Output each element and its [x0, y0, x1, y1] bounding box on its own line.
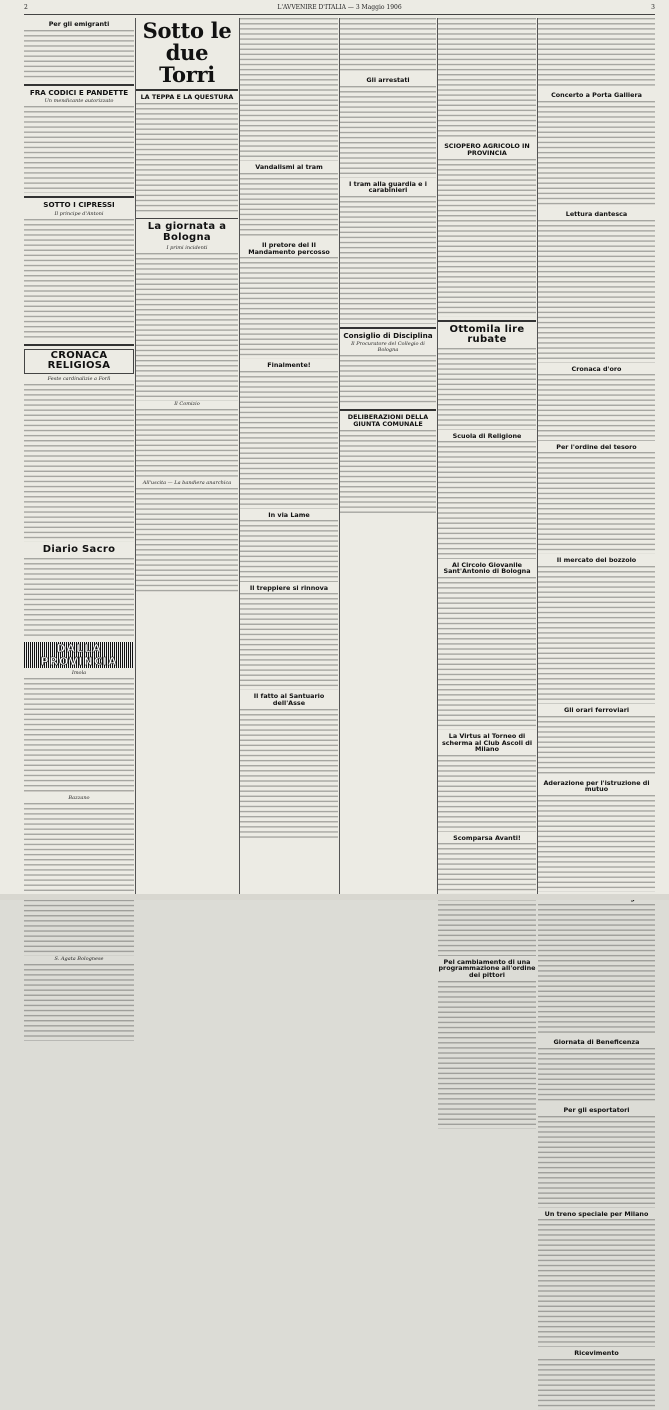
- body-text: [240, 593, 338, 690]
- body-text: [438, 441, 536, 558]
- subhead-imola: Imola: [71, 670, 87, 677]
- subhead-feste: Feste cardinalizie a Forlì: [47, 375, 111, 382]
- headline-cipressi: SOTTO I CIPRESSI: [43, 199, 115, 209]
- column-1: [24, 18, 134, 963]
- headline-via-lame: In via Lame: [268, 510, 310, 519]
- body-text: [538, 220, 655, 363]
- body-text: [538, 452, 655, 554]
- divider: [24, 344, 134, 346]
- body-text: [24, 384, 134, 542]
- headline-orari-ferroviari: Gli orari ferroviari: [563, 705, 630, 714]
- body-text: [340, 355, 436, 406]
- body-text: [240, 173, 338, 239]
- page-header: [24, 4, 655, 15]
- body-text: [24, 678, 134, 795]
- body-text: [438, 755, 536, 832]
- body-text: [538, 566, 655, 704]
- headline-emigranti: Per gli emigranti: [48, 20, 110, 28]
- body-text: [240, 257, 338, 359]
- subhead-principe: Il principe d'Antoni: [54, 210, 104, 217]
- headline-circolo-giovanile: Al Circolo Giovanile Sant'Antonio di Bologna: [443, 560, 531, 576]
- body-text: [538, 18, 655, 89]
- headline-pretore: Il pretore del II Mandamento percosso: [248, 240, 330, 256]
- headline-lettura-dantesca: Lettura dantesca: [565, 210, 628, 219]
- divider: [136, 89, 238, 91]
- divider: [24, 196, 134, 198]
- body-text: [240, 371, 338, 509]
- headline-santuario: Il fatto al Santuario dell'Asse: [253, 692, 325, 707]
- body-text: [24, 803, 134, 956]
- body-text: [24, 106, 134, 193]
- headline-scuola-religione: Scuola di Religione: [452, 431, 522, 440]
- headline-istruzione-mutuo: Aderazione per l'istruzione di mutuo: [543, 778, 650, 794]
- body-text: [340, 430, 436, 517]
- divider: [438, 320, 536, 322]
- headline-vandalismi: Vandalismi al tram: [255, 162, 323, 171]
- headline-programmazione: Pel cambiamento di una programmazione all'ordine dei pittori: [438, 957, 536, 979]
- headline-arrestati: Gli arrestati: [366, 76, 410, 85]
- header-masthead: L'AVVENIRE D'ITALIA — 3 Maggio 1906: [277, 4, 402, 11]
- body-text: [24, 558, 134, 640]
- headline-concerto: Concerto a Porta Galliera: [551, 91, 642, 100]
- headline-sciopero-agricolo: SCIOPERO AGRICOLO IN PROVINCIA: [444, 142, 530, 158]
- body-text: [24, 219, 134, 341]
- body-text: [438, 159, 536, 317]
- body-text: [438, 981, 536, 1129]
- body-text: [538, 1359, 655, 1410]
- headline-esportatori: Per gli esportatori: [563, 1106, 630, 1115]
- subhead-bazzano: Bazzano: [68, 795, 90, 802]
- body-text: [438, 577, 536, 730]
- body-text: [136, 488, 238, 595]
- page-bottom-edge: [0, 894, 669, 900]
- headline-mercato-bozzolo: Il mercato del bozzolo: [556, 556, 637, 565]
- headline-tram-guardie: I tram alla guardia e i carabinieri: [349, 179, 427, 195]
- body-text: [538, 1116, 655, 1208]
- body-text: [538, 1219, 655, 1347]
- body-text: [438, 18, 536, 140]
- body-text: [340, 18, 436, 74]
- body-text: [538, 795, 655, 892]
- headline-scomparsa: Scomparsa Avanti!: [453, 833, 521, 842]
- headline-deliberazioni: DELIBERAZIONI DELLA GIUNTA COMUNALE: [347, 413, 429, 428]
- body-text: [136, 103, 238, 215]
- divider: [340, 409, 436, 411]
- headline-teppa-questura: LA TEPPA E LA QUESTURA: [140, 93, 234, 102]
- body-text: [240, 520, 338, 581]
- headline-virtus-scherma: La Virtus al Torneo di scherma al Club Ascoli di Milano: [441, 731, 533, 754]
- body-text: [538, 1048, 655, 1104]
- subhead-mendicante: Un mendicante autorizzato: [44, 98, 114, 105]
- body-text: [136, 253, 238, 401]
- divider: [340, 327, 436, 329]
- headline-beneficenza: Giornata di Beneficenza: [553, 1038, 640, 1047]
- column-3: [240, 18, 338, 894]
- subhead-bandiera-anarchica: All'uscita — La bandiera anarchica: [142, 480, 232, 487]
- headline-giornata-bologna: La giornata a Bologna: [147, 221, 227, 243]
- column-4: [340, 18, 436, 894]
- headline-cronaca-oro: Cronaca d'oro: [571, 364, 622, 373]
- body-text: [240, 18, 338, 161]
- subhead-s-agata: S. Agata Bolognese: [54, 956, 104, 963]
- body-text: [340, 86, 436, 178]
- headline-consiglio-disciplina: Consiglio di Disciplina: [343, 330, 433, 340]
- headline-sotto-le-due-torri: Sotto le due Torri: [142, 18, 232, 88]
- body-text: [240, 709, 338, 842]
- body-text: [538, 716, 655, 777]
- headline-tesoro: Per l'ordine del tesoro: [556, 442, 637, 451]
- headline-ricevimento: Ricevimento: [574, 1348, 619, 1357]
- column-6: [538, 18, 655, 1357]
- subhead-procuratore: Il Procuratore del Collegio di Bologna: [351, 341, 425, 354]
- headline-diario-sacro: Diario Sacro: [42, 544, 116, 556]
- headline-treno-speciale: Un treno speciale per Milano: [544, 1209, 649, 1218]
- subhead-primi-incidenti: I primi incidenti: [166, 245, 208, 252]
- body-text: [538, 904, 655, 1037]
- header-page-left: 2: [24, 4, 28, 11]
- column-5: [438, 18, 536, 979]
- body-text: [538, 374, 655, 440]
- headline-dalla-provincia: DALLA PROVINCIA: [24, 642, 134, 668]
- body-text: [538, 101, 655, 208]
- headline-treppiere: Il treppiere si rinnova: [249, 583, 329, 592]
- headline-cronaca-religiosa: CRONACA RELIGIOSA: [24, 349, 134, 374]
- divider: [24, 84, 134, 86]
- header-page-right: 3: [651, 4, 655, 11]
- headline-ottomila-lire: Ottomila lire rubate: [449, 323, 525, 346]
- body-text: [438, 348, 536, 430]
- body-text: [24, 30, 134, 81]
- body-text: [136, 409, 238, 480]
- column-2: [136, 18, 238, 894]
- subhead-comizio: Il Comizio: [174, 400, 200, 407]
- body-text: [24, 964, 134, 1041]
- divider: [136, 218, 238, 219]
- headline-codici: FRA CODICI E PANDETTE: [29, 87, 129, 97]
- body-text: [340, 196, 436, 324]
- headline-finalmente: Finalmente!: [267, 361, 311, 370]
